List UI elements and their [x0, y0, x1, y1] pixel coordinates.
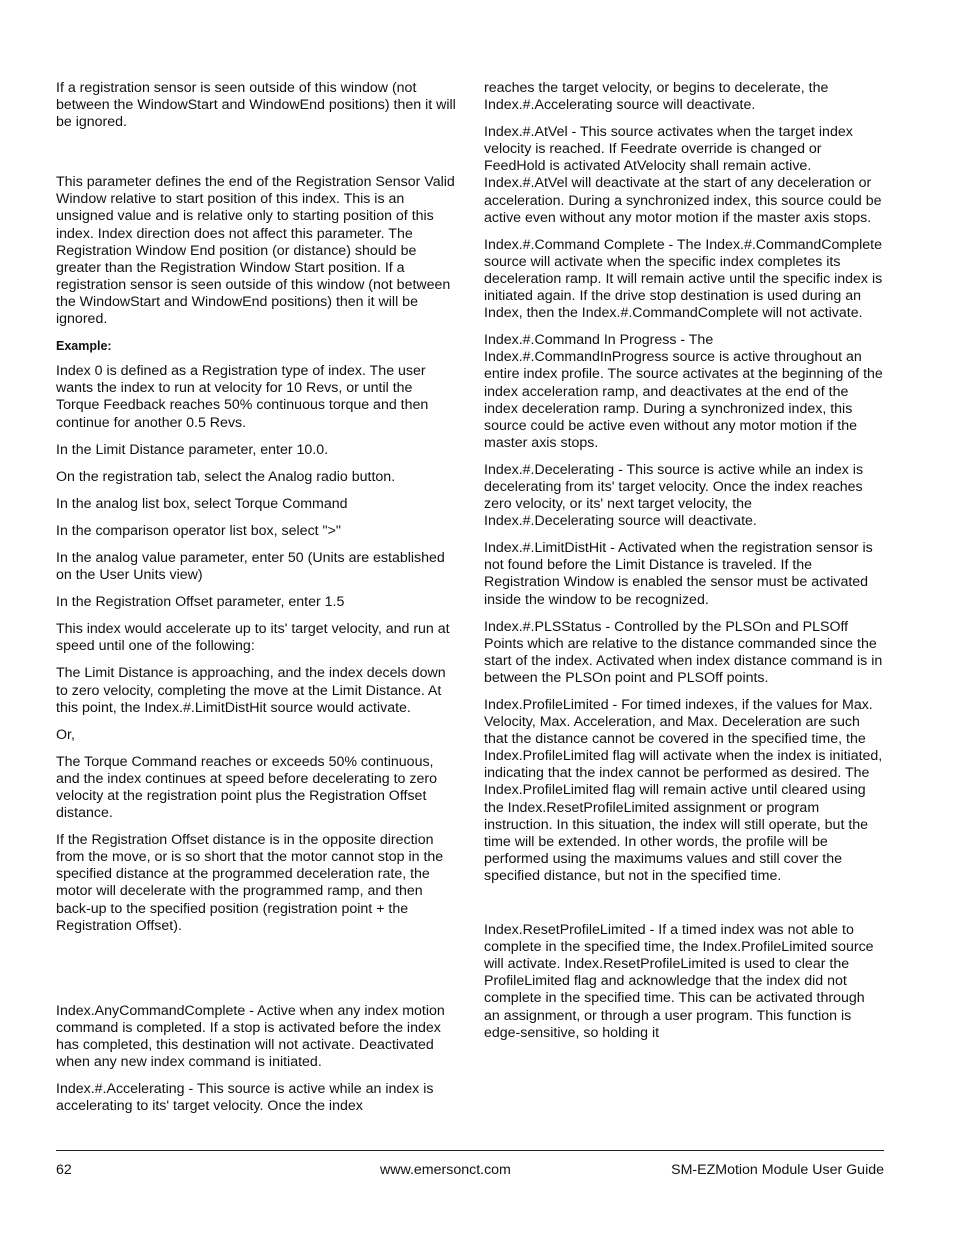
footer-divider	[56, 1150, 884, 1151]
paragraph: On the registration tab, select the Analog radio button.	[56, 468, 396, 485]
paragraph: This parameter defines the end of the Registration Sensor Valid Window relative to start position of this index. This is an unsigned value and is relative only to starting position of this index. Index direction does not affect this parameter. The Registration Window End position (or distance) should be greater than the Registration Window Start position. If a registration sensor is seen outside of this window (not between the WindowStart and WindowEnd positions) then it will be ignored.	[56, 174, 455, 328]
paragraph: Index.ProfileLimited - For timed indexes, if the values for Max. Velocity, Max. Acceleration, and Max. Deceleration are such that the distance cannot be covered in the specified time, the Index.ProfileLimited flag will activate when the index is initiated, indicating that the index cannot be performed as desired. The Index.ProfileLimited flag will remain active until cleared using the Index.ResetProfileLimited assignment or program instruction. In this situation, the index will still operate, but the time will be extended. In other words, the profile will be performed using the maximums values and still cover the specified distance, but not in the specified time.	[484, 697, 883, 884]
paragraph: Index.#.LimitDistHit - Activated when the registration sensor is not found before the Limit Distance is traveled. If the Registration Window is enabled the sensor must be activated inside the window to be recognized.	[484, 540, 873, 608]
left-column	[56, 80, 456, 1125]
paragraph: Index.AnyCommandComplete - Active when any index motion command is completed. If a stop is activated before the index has completed, this destination will not activate. Deactivated when any new index command is initiated.	[56, 1002, 445, 1071]
paragraph: In the Registration Offset parameter, enter 1.5	[56, 594, 345, 611]
paragraph: Index.#.Command Complete - The Index.#.CommandComplete source will activate when the specific index completes its deceleration ramp. It will remain active until the specific index is initiated again. If the drive stop destination is used during an Index, then the Index.#.CommandComplete will not activate.	[484, 236, 883, 322]
guide-title: SM-EZMotion Module User Guide	[671, 1162, 884, 1178]
paragraph: If the Registration Offset distance is in the opposite direction from the move, or is so short that the motor cannot stop in the specified distance at the programmed deceleration rate, the motor will decelerate with the programmed ramp, and then back-up to the specified position (registration point + the Registration Offset).	[56, 832, 444, 934]
paragraph: In the analog value parameter, enter 50 (Units are established on the User Units view)	[56, 549, 445, 584]
paragraph: If a registration sensor is seen outside of this window (not between the WindowStart and WindowEnd positions) then it will be ignored.	[56, 80, 456, 131]
right-column	[484, 80, 884, 1052]
paragraph: In the analog list box, select Torque Command	[56, 495, 348, 512]
example-heading: Example:	[56, 339, 112, 354]
website-link[interactable]: www.emersonct.com	[380, 1162, 511, 1178]
paragraph: In the Limit Distance parameter, enter 10.0.	[56, 441, 329, 458]
paragraph: The Limit Distance is approaching, and the index decels down to zero velocity, completing the move at the Limit Distance. At this point, the Index.#.LimitDistHit source would activate.	[56, 665, 446, 716]
paragraph: Index.#.Command In Progress - The Index.#.CommandInProgress source is active throughout an entire index profile. The source activates at the beginning of the index acceleration ramp, and deactivates at the end of the index deceleration ramp. During a synchronized index, this source could be active even without any motor motion if the master axis stops.	[484, 332, 883, 451]
paragraph: Index.#.Decelerating - This source is active while an index is decelerating from its' target velocity. Once the index reaches zero velocity, or its' next target velocity, the Index.#.Decelerating source will deactivate.	[484, 461, 864, 530]
paragraph: In the comparison operator list box, select ">"	[56, 522, 341, 539]
paragraph: Index 0 is defined as a Registration type of index. The user wants the index to run at velocity for 10 Revs, or until the Torque Feedback reaches 50% continuous torque and then continue for another 0.5 Revs.	[56, 363, 429, 431]
paragraph: This index would accelerate up to its' target velocity, and run at speed until one of the following:	[56, 621, 450, 655]
paragraph: Index.ResetProfileLimited - If a timed index was not able to complete in the specified time, the Index.ProfileLimited source will activate. Index.ResetProfileLimited is used to clear the ProfileLimited flag and acknowledge that the index did not complete in the specified time. This can be activated through an assignment, or through a user program. This function is edge-sensitive, so holding it	[484, 922, 874, 1041]
paragraph: Index.#.Accelerating - This source is active while an index is accelerating to its' target velocity. Once the index	[56, 1081, 434, 1115]
paragraph: reaches the target velocity, or begins to decelerate, the Index.#.Accelerating source will deactivate.	[484, 80, 829, 114]
page-number: 62	[56, 1162, 72, 1178]
paragraph: Index.#.PLSStatus - Controlled by the PLSOn and PLSOff Points which are relative to the distance commanded since the start of the index. Activated when index distance command is in between the PLSOn point and PLSOff points.	[484, 618, 883, 686]
paragraph: The Torque Command reaches or exceeds 50% continuous, and the index continues at speed before decelerating to zero velocity at the registration point plus the Registration Offset distance.	[56, 753, 437, 822]
paragraph: Or,	[56, 726, 75, 743]
paragraph: Index.#.AtVel - This source activates when the target index velocity is reached. If Feedrate override is changed or FeedHold is activated AtVelocity shall remain active. Index.#.AtVel will deactivate at the start of any deceleration or acceleration. During a synchronized index, this source could be active even without any motor motion if the master axis stops.	[484, 124, 882, 226]
